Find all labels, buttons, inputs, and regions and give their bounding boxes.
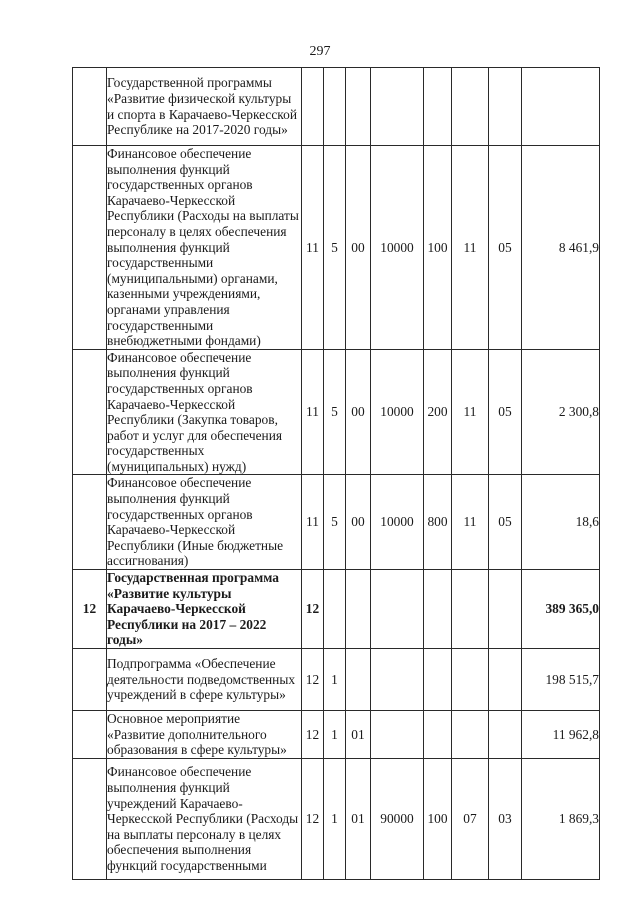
row-number-cell <box>73 349 107 475</box>
code-direction-cell: 10000 <box>371 349 424 475</box>
row-name-cell: Финансовое обеспечение выполнения функций государственных органов Карачаево-Черкесской Республики (Расходы на выплаты персоналу в целях обеспечения выполнения функций государственными (муниципальными) органами, казенными учреждениями, органами управления государственными внебюджетными фондами) <box>107 146 302 350</box>
code-subsection-cell <box>489 649 522 711</box>
table-row <box>73 475 600 570</box>
code-program-cell: 12 <box>302 711 324 759</box>
code-section-cell: 11 <box>452 146 489 350</box>
code-event-cell: 00 <box>346 475 371 570</box>
code-subsection-cell <box>489 570 522 649</box>
amount-cell: 2 300,8 <box>522 349 600 475</box>
code-event-cell <box>346 570 371 649</box>
code-subprogram-cell: 1 <box>324 711 346 759</box>
code-program-cell <box>302 68 324 146</box>
table-row <box>73 711 600 759</box>
code-event-cell: 01 <box>346 711 371 759</box>
code-subsection-cell: 05 <box>489 349 522 475</box>
code-expense-type-cell <box>424 649 452 711</box>
code-subprogram-cell: 5 <box>324 349 346 475</box>
code-direction-cell <box>371 570 424 649</box>
code-program-cell: 11 <box>302 146 324 350</box>
code-program-cell: 12 <box>302 649 324 711</box>
code-subprogram-cell: 5 <box>324 146 346 350</box>
code-event-cell: 00 <box>346 349 371 475</box>
amount-cell: 18,6 <box>522 475 600 570</box>
code-expense-type-cell: 200 <box>424 349 452 475</box>
code-direction-cell: 10000 <box>371 146 424 350</box>
code-section-cell <box>452 570 489 649</box>
row-number-cell <box>73 649 107 711</box>
code-expense-type-cell <box>424 68 452 146</box>
code-subprogram-cell <box>324 68 346 146</box>
table-row <box>73 146 600 350</box>
code-section-cell: 07 <box>452 759 489 880</box>
code-direction-cell: 10000 <box>371 475 424 570</box>
table-row <box>73 349 600 475</box>
row-name-cell: Финансовое обеспечение выполнения функций государственных органов Карачаево-Черкесской Республики (Иные бюджетные ассигнования) <box>107 475 302 570</box>
code-event-cell: 01 <box>346 759 371 880</box>
code-section-cell <box>452 711 489 759</box>
code-subprogram-cell: 5 <box>324 475 346 570</box>
code-program-cell: 11 <box>302 349 324 475</box>
amount-cell: 1 869,3 <box>522 759 600 880</box>
amount-cell: 11 962,8 <box>522 711 600 759</box>
code-direction-cell <box>371 711 424 759</box>
code-event-cell: 00 <box>346 146 371 350</box>
page-number: 297 <box>309 44 331 59</box>
code-direction-cell <box>371 649 424 711</box>
code-subsection-cell <box>489 711 522 759</box>
code-expense-type-cell <box>424 570 452 649</box>
code-subsection-cell: 05 <box>489 146 522 350</box>
row-number-cell <box>73 475 107 570</box>
table-row <box>73 68 600 146</box>
code-event-cell <box>346 649 371 711</box>
amount-cell: 8 461,9 <box>522 146 600 350</box>
row-number-cell: 12 <box>73 570 107 649</box>
code-expense-type-cell: 100 <box>424 759 452 880</box>
row-number-cell <box>73 146 107 350</box>
code-direction-cell <box>371 68 424 146</box>
row-number-cell <box>73 711 107 759</box>
row-name-cell: Финансовое обеспечение выполнения функций учреждений Карачаево-Черкесской Республики (Расходы на выплаты персоналу в целях обеспечения выполнения функций государственными <box>107 759 302 880</box>
table-row <box>73 649 600 711</box>
row-name-cell: Государственной программы «Развитие физической культуры и спорта в Карачаево-Черкесской Республике на 2017-2020 годы» <box>107 68 302 146</box>
code-program-cell: 12 <box>302 759 324 880</box>
row-name-cell: Основное мероприятие «Развитие дополнительного образования в сфере культуры» <box>107 711 302 759</box>
code-subsection-cell: 03 <box>489 759 522 880</box>
code-subprogram-cell: 1 <box>324 649 346 711</box>
row-name-cell: Финансовое обеспечение выполнения функций государственных органов Карачаево-Черкесской Республики (Закупка товаров, работ и услуг для обеспечения государственных (муниципальных) нужд) <box>107 349 302 475</box>
code-subprogram-cell: 1 <box>324 759 346 880</box>
code-expense-type-cell: 100 <box>424 146 452 350</box>
code-expense-type-cell: 800 <box>424 475 452 570</box>
amount-cell <box>522 68 600 146</box>
code-program-cell: 11 <box>302 475 324 570</box>
row-name-cell: Подпрограмма «Обеспечение деятельности подведомственных учреждений в сфере культуры» <box>107 649 302 711</box>
code-section-cell: 11 <box>452 475 489 570</box>
code-program-cell: 12 <box>302 570 324 649</box>
code-expense-type-cell <box>424 711 452 759</box>
code-section-cell: 11 <box>452 349 489 475</box>
budget-table <box>72 67 600 880</box>
row-number-cell <box>73 759 107 880</box>
amount-cell: 198 515,7 <box>522 649 600 711</box>
code-subprogram-cell <box>324 570 346 649</box>
row-name-cell: Государственная программа «Развитие культуры Карачаево-Черкесской Республики на 2017 – 2022 годы» <box>107 570 302 649</box>
table-row <box>73 570 600 649</box>
code-subsection-cell: 05 <box>489 475 522 570</box>
code-direction-cell: 90000 <box>371 759 424 880</box>
code-section-cell <box>452 68 489 146</box>
code-section-cell <box>452 649 489 711</box>
code-subsection-cell <box>489 68 522 146</box>
code-event-cell <box>346 68 371 146</box>
row-number-cell <box>73 68 107 146</box>
amount-cell: 389 365,0 <box>522 570 600 649</box>
table-row <box>73 759 600 880</box>
